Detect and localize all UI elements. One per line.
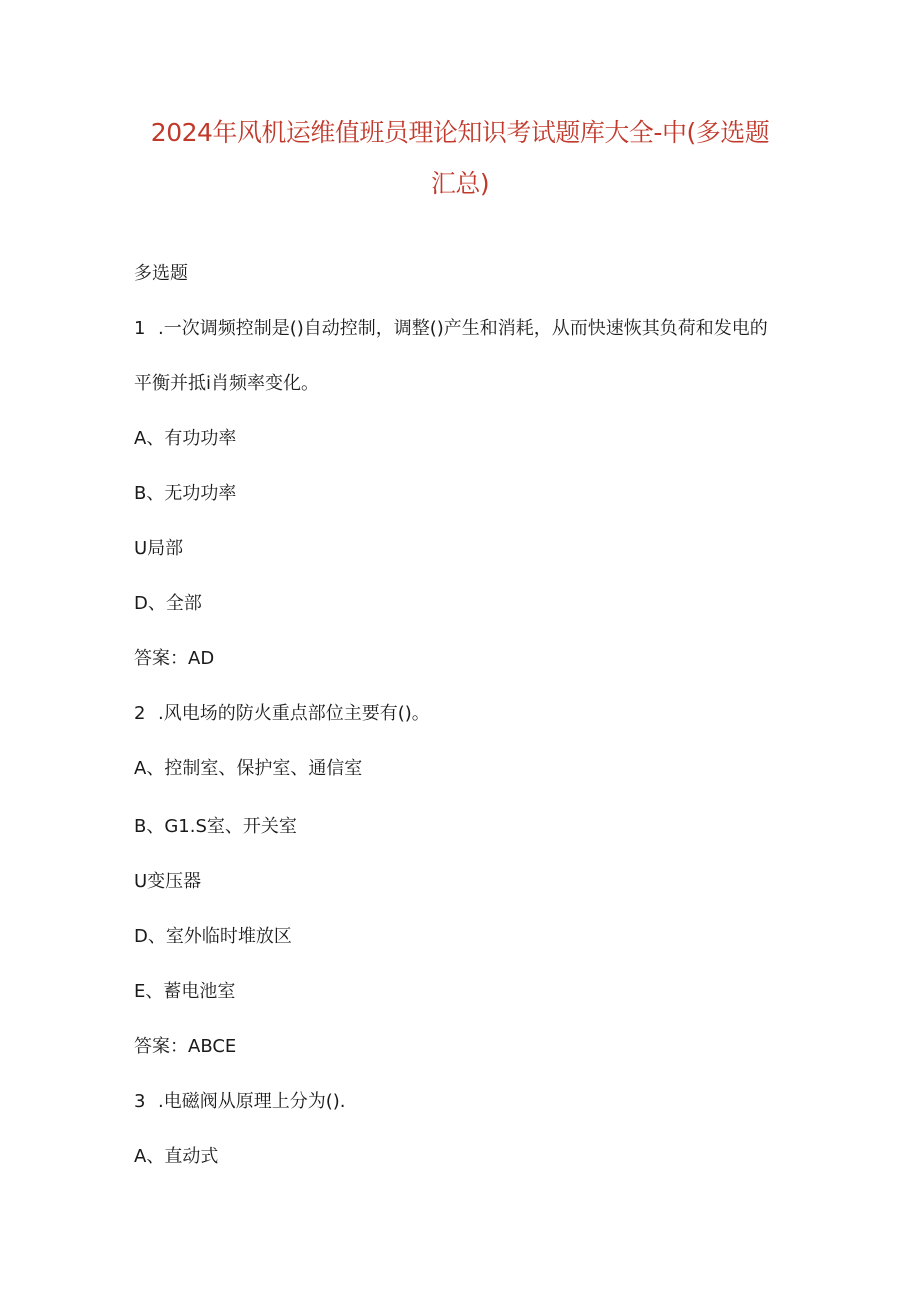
question-1-answer: 答案：AD — [134, 648, 215, 669]
section-heading: 多选题 — [134, 263, 188, 284]
question-1-option-b: B、无功功率 — [134, 483, 237, 504]
question-2-answer: 答案：ABCE — [134, 1036, 237, 1057]
question-1-option-d: D、全部 — [134, 593, 202, 614]
question-2-number: 2 — [134, 703, 146, 724]
question-3-number: 3 — [134, 1091, 146, 1112]
question-1-option-c: U局部 — [134, 538, 184, 559]
question-1-line2: 平衡并抵i肖频率变化。 — [134, 373, 319, 394]
document-title-line1: 2024年风机运维值班员理论知识考试题库大全-中(多选题 — [150, 118, 770, 147]
question-2-option-b: B、G1.S室、开关室 — [134, 816, 297, 837]
question-1-line1 — [134, 317, 768, 341]
question-2-text: .风电场的防火重点部位主要有()。 — [158, 703, 430, 724]
question-2-option-a: A、控制室、保护室、通信室 — [134, 758, 363, 779]
question-3-line1 — [134, 1090, 346, 1114]
question-1-option-a: A、有功功率 — [134, 428, 237, 449]
question-2-option-c: U变压器 — [134, 871, 202, 892]
question-2-line1 — [134, 702, 430, 726]
question-1-number: 1 — [134, 318, 146, 339]
question-2-option-d: D、室外临时堆放区 — [134, 926, 292, 947]
question-1-text: .一次调频控制是()自动控制，调整()产生和消耗，从而快速恢其负荷和发电的 — [158, 318, 768, 339]
question-3-text: .电磁阀从原理上分为(). — [158, 1091, 346, 1112]
question-3-option-a: A、直动式 — [134, 1146, 219, 1167]
question-2-option-e: E、蓄电池室 — [134, 981, 236, 1002]
document-title-line2: 汇总) — [430, 169, 490, 198]
